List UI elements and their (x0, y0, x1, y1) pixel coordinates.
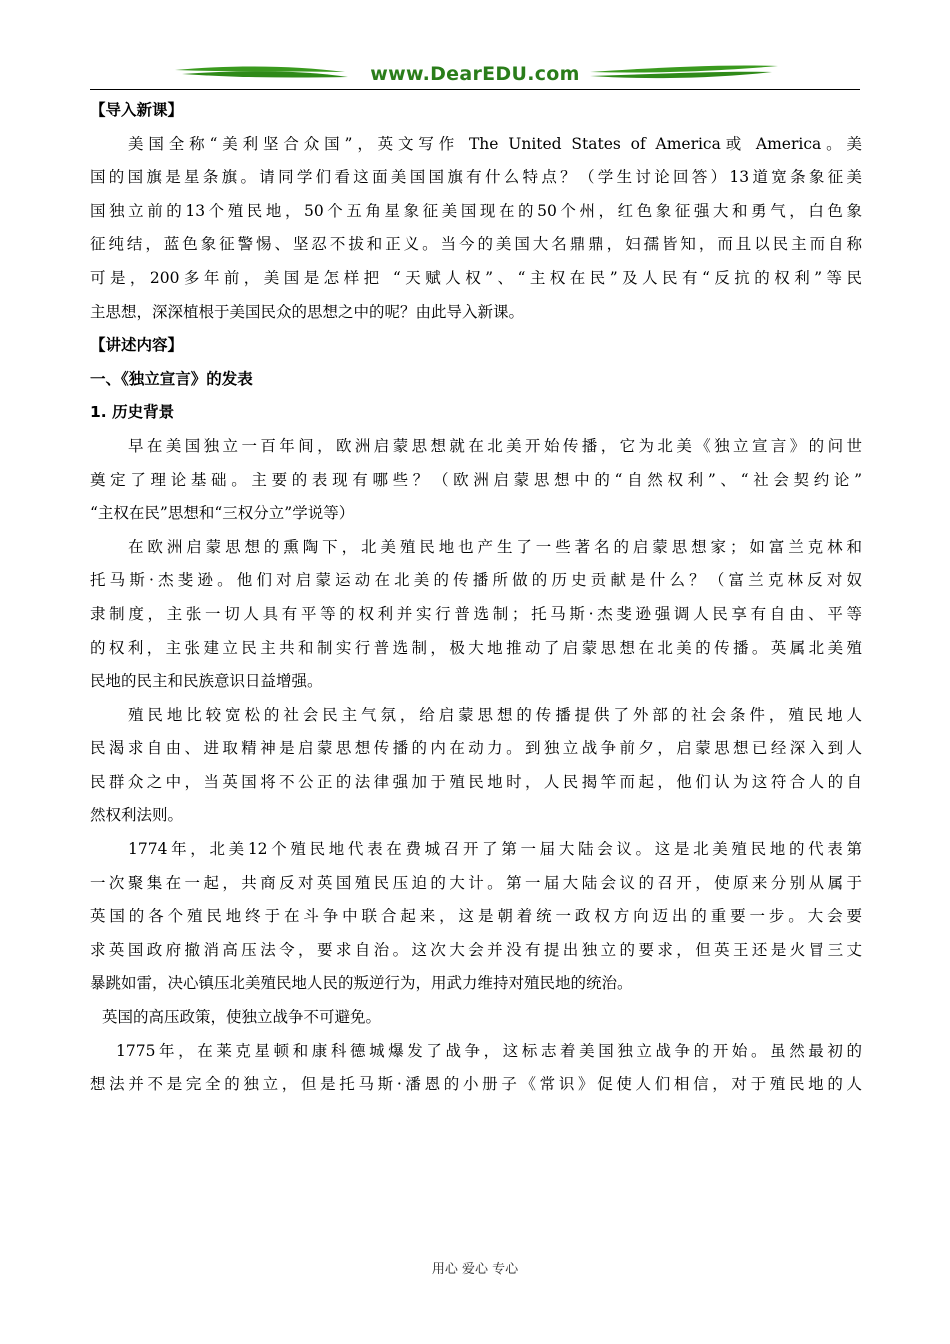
paragraph-line: 暴跳如雷，决心镇压北美殖民地人民的叛逆行为，用武力维持对殖民地的统治。 (90, 974, 633, 993)
paragraph-line: 国独立前的13个殖民地，50个五角星象征美国现在的50个州，红色象征强大和勇气，白色象 (90, 201, 862, 220)
page-header (90, 56, 860, 90)
paragraph-line: 求英国政府撤消高压法令，要求自治。这次大会并没有提出独立的要求，但英王还是火冒三丈 (90, 940, 862, 959)
paragraph-line: 隶制度，主张一切人具有平等的权利并实行普选制；托马斯·杰斐逊强调人民享有自由、平等 (90, 604, 862, 623)
paragraph-line: 早在美国独立一百年间，欧洲启蒙思想就在北美开始传播，它为北美《独立宣言》的问世 (128, 436, 862, 455)
section-heading: 【讲述内容】 (90, 336, 184, 355)
paragraph-line: 1774年，北美12个殖民地代表在费城召开了第一届大陆会议。这是北美殖民地的代表第 (128, 840, 862, 859)
paragraph-line: “主权在民”思想和“三权分立”学说等） (90, 504, 355, 523)
paragraph-line: 在欧洲启蒙思想的熏陶下，北美殖民地也产生了一些著名的启蒙思想家；如富兰克林和 (128, 537, 862, 556)
paragraph-line: 托马斯·杰斐逊。他们对启蒙运动在北美的传播所做的历史贡献是什么？（富兰克林反对奴 (90, 571, 862, 590)
section-heading: 1. 历史背景 (90, 403, 175, 422)
paragraph-line: 美国全称“美利坚合众国”，英文写作 The United States of America或 America。美 (128, 134, 862, 153)
paragraph-line: 然权利法则。 (90, 806, 184, 825)
paragraph-line: 可是，200多年前，美国是怎样把 “天赋人权”、“主权在民”及人民有“反抗的权利”等民 (90, 268, 862, 287)
paragraph-line: 一次聚集在一起，共商反对英国殖民压迫的大计。第一届大陆会议的召开，使原来分别从属于 (90, 873, 862, 892)
paragraph-line: 的权利，主张建立民主共和制实行普选制，极大地推动了启蒙思想在北美的传播。英属北美殖 (90, 638, 862, 657)
paragraph-line: 民群众之中，当英国将不公正的法律强加于殖民地时，人民揭竿而起，他们认为这符合人的自 (90, 772, 862, 791)
paragraph-line: 1775年，在莱克星顿和康科德城爆发了战争，这标志着美国独立战争的开始。虽然最初的 (116, 1041, 862, 1060)
header-rule (90, 89, 860, 90)
section-heading: 一、《独立宣言》的发表 (90, 369, 253, 388)
section-heading: 【导入新课】 (90, 101, 184, 119)
paragraph-line: 征纯结，蓝色象征警惕、坚忍不拔和正义。当今的美国大名鼎鼎，妇孺皆知，而且以民主而自称 (90, 235, 862, 254)
page-footer: 用心 爱心 专心 (431, 1262, 519, 1277)
paragraph-line: 想法并不是完全的独立，但是托马斯·潘恩的小册子《常识》促使人们相信，对于殖民地的人 (90, 1075, 862, 1094)
paragraph-line: 民渴求自由、进取精神是启蒙思想传播的内在动力。到独立战争前夕，启蒙思想已经深入到人 (90, 739, 862, 758)
paragraph-line: 主思想，深深植根于美国民众的思想之中的呢？由此导入新课。 (90, 302, 525, 321)
paragraph-line: 殖民地比较宽松的社会民主气氛，给启蒙思想的传播提供了外部的社会条件，殖民地人 (128, 705, 862, 724)
document-body (90, 94, 862, 1102)
paragraph-line: 奠定了理论基础。主要的表现有哪些？（欧洲启蒙思想中的“自然权利”、“社会契约论” (90, 470, 862, 489)
logo-text[interactable]: www.DearEDU.com (370, 63, 580, 85)
paragraph-line: 民地的民主和民族意识日益增强。 (90, 672, 323, 691)
paragraph-line: 英国的各个殖民地终于在斗争中联合起来，这是朝着统一政权方向迈出的重要一步。大会要 (90, 907, 862, 926)
paragraph-line: 英国的高压政策，使独立战争不可避免。 (102, 1008, 382, 1027)
paragraph-line: 国的国旗是星条旗。请同学们看这面美国国旗有什么特点？（学生讨论回答）13道宽条象征美 (90, 168, 862, 187)
